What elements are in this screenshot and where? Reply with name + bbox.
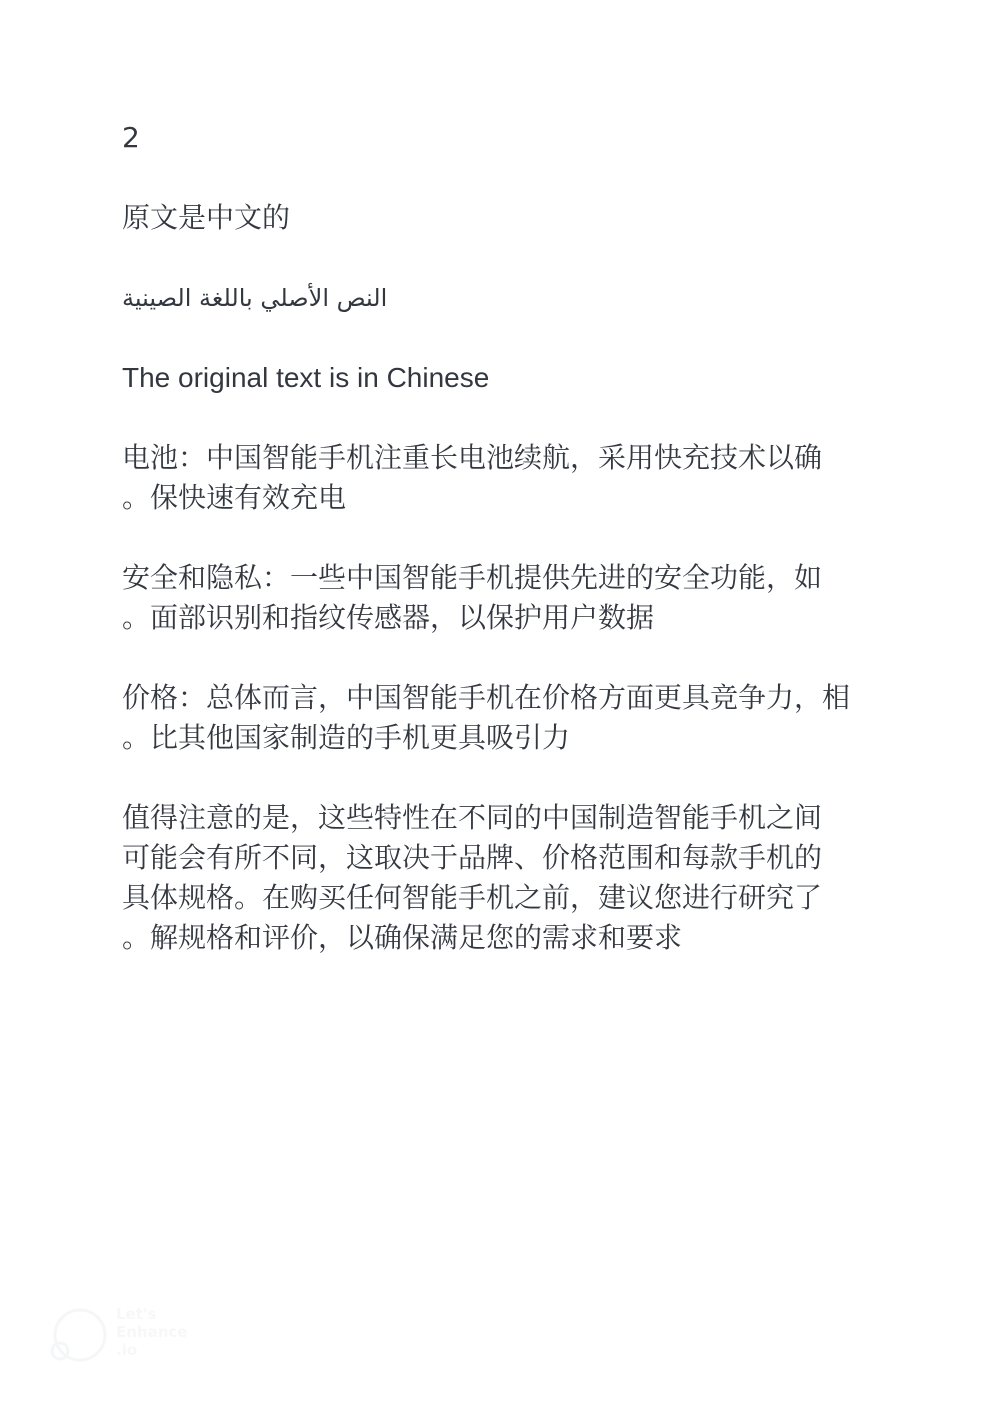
watermark-line: Enhance: [116, 1323, 188, 1341]
paragraph-note: [122, 798, 882, 958]
paragraph-line: 电池：中国智能手机注重长电池续航，采用快充技术以确: [122, 441, 823, 474]
paragraph-line: 值得注意的是，这些特性在不同的中国制造智能手机之间: [122, 801, 823, 834]
watermark: [50, 1305, 210, 1365]
paragraph-line: 具体规格。在购买任何智能手机之前，建议您进行研究了: [122, 881, 823, 914]
paragraph-line: 可能会有所不同，这取决于品牌、价格范围和每款手机的: [122, 841, 823, 874]
paragraph-line: 。保快速有效充电: [122, 481, 347, 514]
watermark-line: .io: [116, 1341, 138, 1359]
paragraph-battery: [122, 438, 882, 518]
paragraph-line: 价格：总体而言，中国智能手机在价格方面更具竞争力，相: [122, 681, 851, 714]
watermark-text: [116, 1305, 187, 1359]
lets-enhance-logo-icon: [50, 1305, 108, 1363]
paragraph-line: 。面部识别和指纹传感器，以保护用户数据: [122, 601, 655, 634]
paragraph-line: 安全和隐私：一些中国智能手机提供先进的安全功能，如: [122, 561, 823, 594]
paragraph-line: 。解规格和评价，以确保满足您的需求和要求: [122, 921, 683, 954]
paragraph-security-privacy: [122, 558, 882, 638]
heading-chinese: 原文是中文的: [122, 201, 291, 234]
paragraph-line: 。比其他国家制造的手机更具吸引力: [122, 721, 571, 754]
page-number: 2: [122, 121, 140, 154]
paragraph-price: [122, 678, 882, 758]
watermark-line: Let's: [116, 1305, 157, 1323]
heading-arabic: النص الأصلي باللغة الصينية: [122, 284, 388, 312]
heading-english: The original text is in Chinese: [122, 362, 490, 393]
